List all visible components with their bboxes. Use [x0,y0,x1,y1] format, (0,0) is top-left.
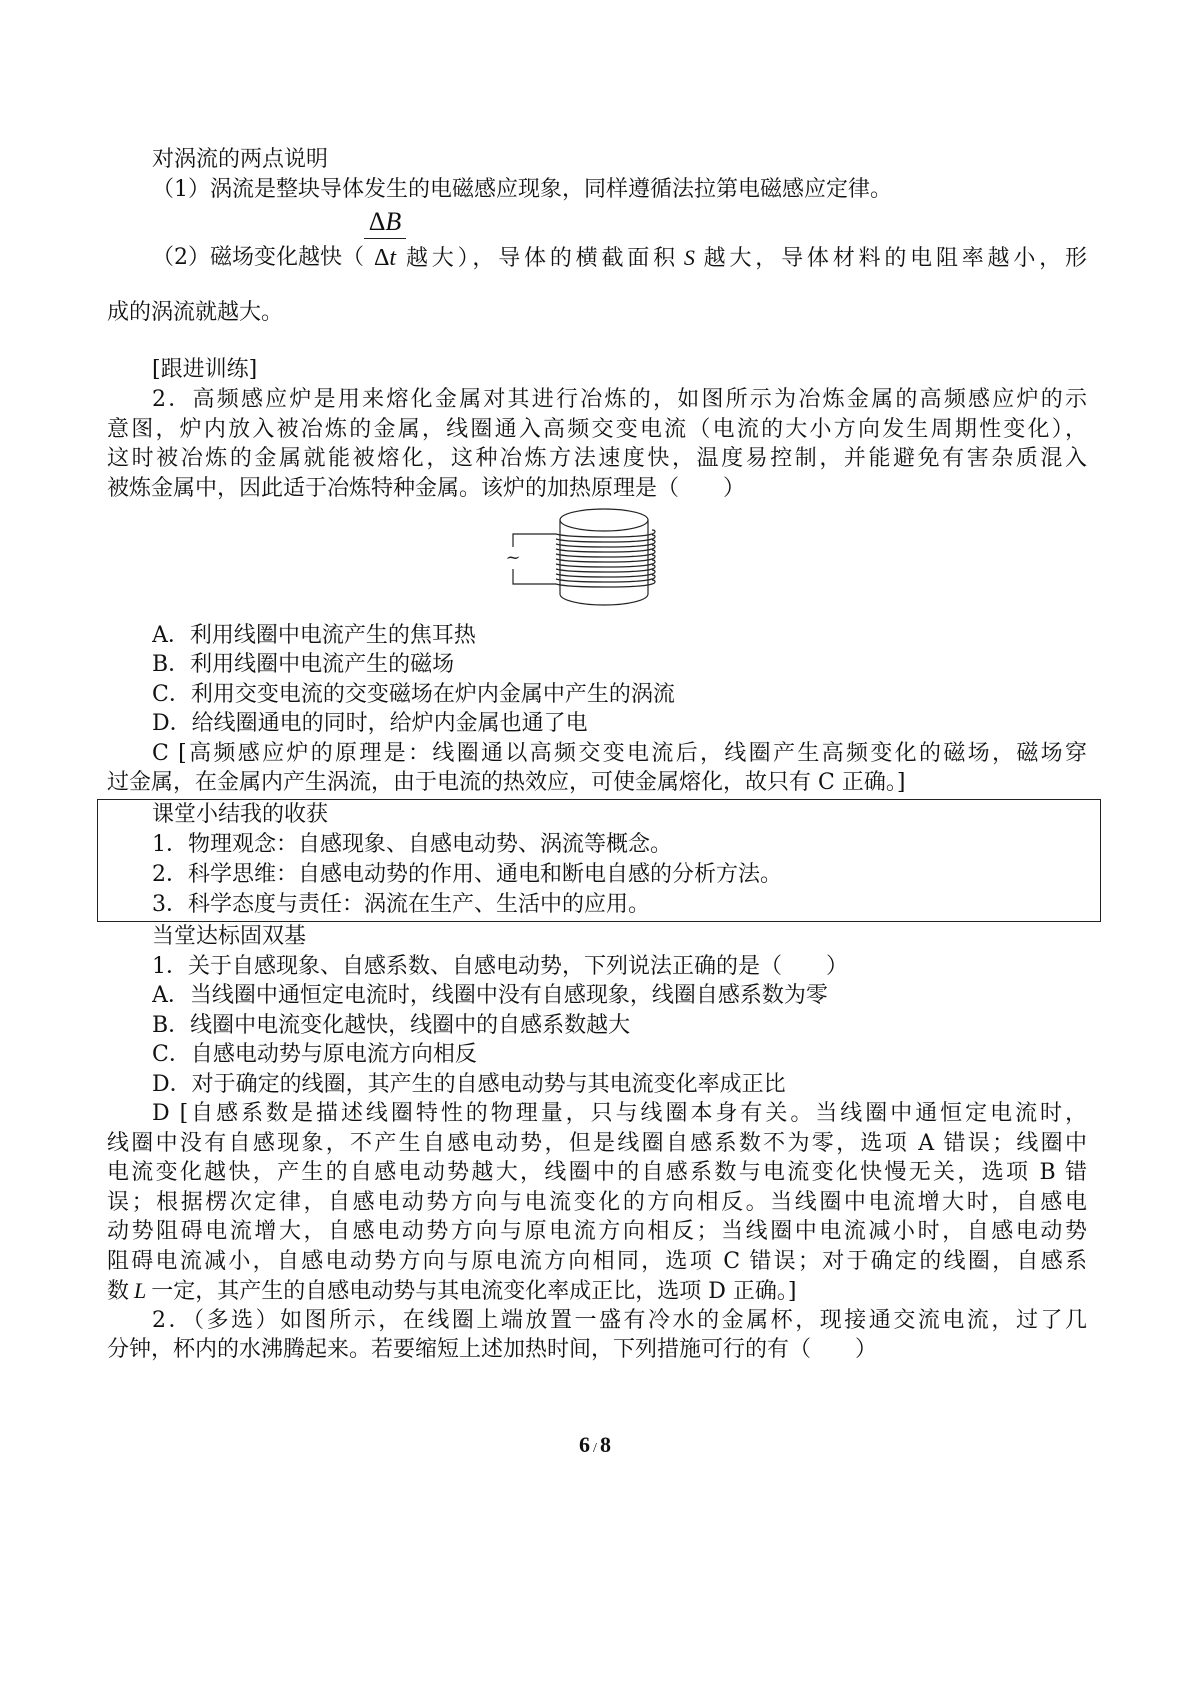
furnace-bottom-rim [560,594,648,605]
fraction-denominator [364,243,406,273]
option-a: A．当线圈中通恒定电流时，线圈中没有自感现象，线圈自感系数为零 [152,983,828,1008]
answer-last-prefix: 数 [107,1279,130,1304]
supply-wire-bottom [513,569,556,584]
page-separator: / [593,1441,597,1456]
delta-symbol: Δ [373,245,390,271]
option-c: C．自感电动势与原电流方向相反 [152,1042,477,1067]
question-line: 意图，炉内放入被冶炼的金属，线圈通入高频交变电流（电流的大小方向发生周期性变化）， [107,417,1087,442]
practice-heading: 当堂达标固双基 [152,924,307,949]
answer-line: 电流变化越快，产生的自感电动势越大，线圈中的自感系数与电流变化快慢无关，选项 B 错 [107,1160,1087,1185]
variable-s: S [683,245,695,270]
eddy-note-point-1: （1）涡流是整块导体发生的电磁感应现象，同样遵循法拉第电磁感应定律。 [152,177,892,202]
option-a: A．利用线圈中电流产生的焦耳热 [152,623,476,648]
summary-item: 2．科学思维：自感电动势的作用、通电和断电自感的分析方法。 [152,862,782,887]
option-c: C．利用交变电流的交变磁场在炉内金属中产生的涡流 [152,682,675,707]
option-d: D．给线圈通电的同时，给炉内金属也通了电 [152,711,588,736]
answer-line: 线圈中没有自感现象，不产生自感电动势，但是线圈自感系数不为零，选项 A 错误；线圈中 [107,1131,1087,1156]
current-page: 6 [579,1432,591,1457]
eddy-note-point-2-suffix: 越大，导体材料的电阻率越小，形 [699,246,1087,271]
summary-heading: 课堂小结我的收获 [152,802,329,827]
eddy-note-point-2-rest [406,243,1087,273]
variable-l: L [134,1278,147,1303]
question-stem: 1．关于自感现象、自感系数、自感电动势，下列说法正确的是（ ） [152,954,848,979]
eddy-note-point-2-continuation: 成的涡流就越大。 [107,300,284,325]
answer-line: 过金属，在金属内产生涡流，由于电流的热效应，可使金属熔化，故只有 C 正确。] [107,770,906,795]
page-number [545,1430,645,1460]
supply-wire-top [513,534,556,547]
variable-t: t [389,245,397,271]
follow-up-heading: [跟进训练] [152,357,258,382]
total-pages: 8 [599,1432,611,1457]
question-line: 这时被冶炼的金属就能被熔化，这种冶炼方法速度快，温度易控制，并能避免有害杂质混入 [107,446,1087,471]
delta-symbol: Δ [368,207,386,236]
summary-item: 1．物理观念：自感现象、自感电动势、涡流等概念。 [152,832,672,857]
ac-source-symbol: ~ [505,547,521,568]
eddy-note-point-2-mid: 越大），导体的横截面积 [406,246,679,271]
question-line: 被炼金属中，因此适于冶炼特种金属。该炉的加热原理是（ ） [107,476,746,501]
option-b: B．利用线圈中电流产生的磁场 [152,652,455,677]
answer-line: 阻碍电流减小，自感电动势方向与原电流方向相同，选项 C 错误；对于确定的线圈，自感系 [107,1249,1087,1274]
answer-line: C [高频感应炉的原理是：线圈通以高频交变电流后，线圈产生高频变化的磁场，磁场穿 [152,741,1087,766]
question-line: 2．高频感应炉是用来熔化金属对其进行冶炼的，如图所示为冶炼金属的高频感应炉的示 [152,387,1087,412]
furnace-top-rim [560,509,648,531]
option-b: B．线圈中电流变化越快，线圈中的自感系数越大 [152,1013,631,1038]
question-line: 分钟，杯内的水沸腾起来。若要缩短上述加热时间，下列措施可行的有（ ） [107,1337,878,1362]
eddy-note-point-2-prefix: （2）磁场变化越快（ [152,245,364,270]
option-d: D．对于确定的线圈，其产生的自感电动势与其电流变化率成正比 [152,1072,786,1097]
fraction-numerator [364,206,406,239]
summary-item: 3．科学态度与责任：涡流在生产、生活中的应用。 [152,892,650,917]
question-line: 2．（多选）如图所示，在线圈上端放置一盛有冷水的金属杯，现接通交流电流，过了几 [152,1308,1087,1333]
variable-b: B [385,207,402,236]
eddy-notes-title: 对涡流的两点说明 [152,147,329,172]
answer-line: 动势阻碍电流增大，自感电动势方向与原电流方向相反；当线圈中电流减小时，自感电动势 [107,1219,1087,1244]
induction-furnace-figure [500,500,670,615]
answer-line [107,1276,1087,1306]
answer-line: D [自感系数是描述线圈特性的物理量，只与线圈本身有关。当线圈中通恒定电流时， [152,1101,1087,1126]
answer-line: 误；根据楞次定律，自感电动势方向与电流变化的方向相反。当线圈中电流增大时，自感电 [107,1190,1087,1215]
answer-last-suffix: 一定，其产生的自感电动势与其电流变化率成正比，选项 D 正确。] [151,1279,797,1304]
